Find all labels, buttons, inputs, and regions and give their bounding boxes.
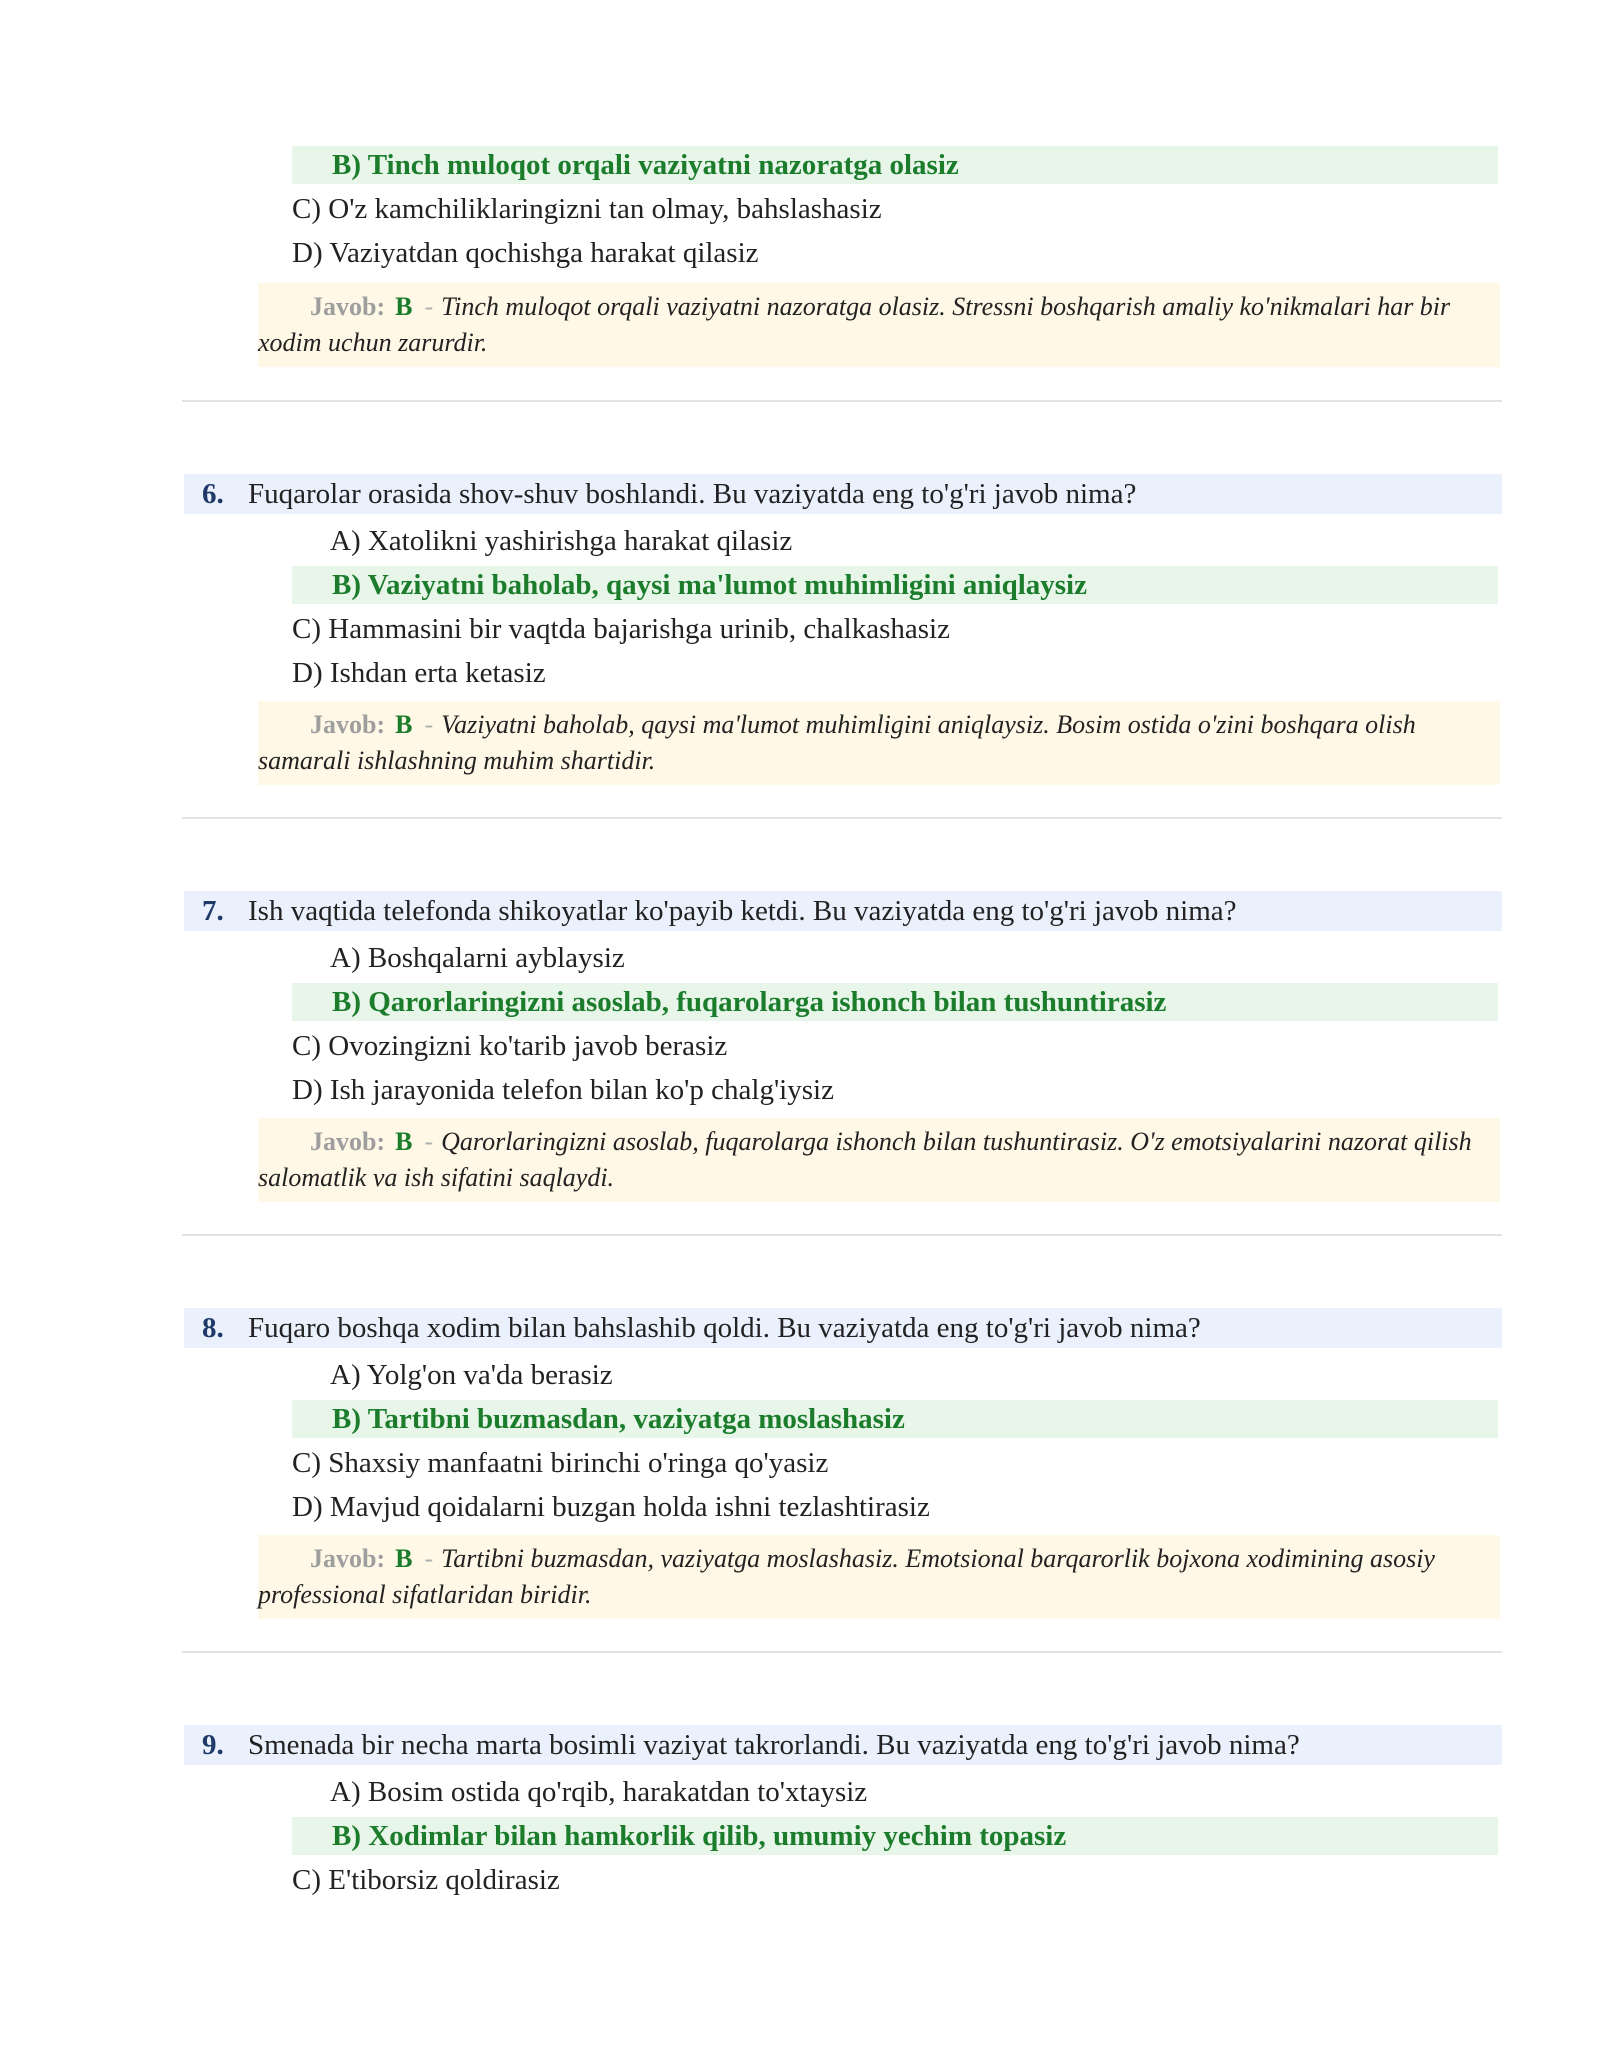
answer-box: [258, 283, 1500, 367]
answer-dash: -: [424, 1127, 434, 1156]
option-b-correct: B) Vaziyatni baholab, qaysi ma'lumot muhimligini aniqlaysiz: [292, 566, 1498, 604]
option-b-correct: B) Xodimlar bilan hamkorlik qilib, umumiy yechim topasiz: [292, 1817, 1498, 1855]
question-number: 7.: [202, 895, 224, 927]
question-header: [184, 1725, 1502, 1765]
option-d: D) Mavjud qoidalarni buzgan holda ishni tezlashtirasiz: [292, 1491, 930, 1523]
option-b-correct: B) Tartibni buzmasdan, vaziyatga moslashasiz: [292, 1400, 1498, 1438]
divider: [182, 1234, 1502, 1236]
divider: [182, 817, 1502, 819]
question-text: Smenada bir necha marta bosimli vaziyat takrorlandi. Bu vaziyatda eng to'g'ri javob nima?: [248, 1729, 1300, 1761]
answer-letter: B: [395, 292, 413, 321]
answer-label: Javob:: [310, 1544, 386, 1573]
question-text: Fuqarolar orasida shov-shuv boshlandi. Bu vaziyatda eng to'g'ri javob nima?: [248, 478, 1137, 510]
option-c: C) Shaxsiy manfaatni birinchi o'ringa qo'yasiz: [292, 1447, 829, 1479]
answer-explanation: Qarorlaringizni asoslab, fuqarolarga ishonch bilan tushuntirasiz. O'z emotsiyalarini nazorat qilish salomatlik va ish sifatini saqlaydi.: [258, 1127, 1472, 1192]
option-c: C) E'tiborsiz qoldirasiz: [292, 1864, 560, 1896]
divider: [182, 1651, 1502, 1653]
answer-dash: -: [424, 1544, 434, 1573]
question-number: 8.: [202, 1312, 224, 1344]
option-a: A) Xatolikni yashirishga harakat qilasiz: [330, 525, 793, 557]
answer-dash: -: [424, 710, 434, 739]
answer-label: Javob:: [310, 292, 386, 321]
answer-box: [258, 701, 1500, 785]
option-b-correct: B) Qarorlaringizni asoslab, fuqarolarga ishonch bilan tushuntirasiz: [292, 983, 1498, 1021]
answer-label: Javob:: [310, 1127, 386, 1156]
question-number: 9.: [202, 1729, 224, 1761]
answer-letter: B: [395, 1127, 413, 1156]
answer-label: Javob:: [310, 710, 386, 739]
option-c: C) O'z kamchiliklaringizni tan olmay, bahslashasiz: [292, 193, 882, 225]
answer-explanation: Tartibni buzmasdan, vaziyatga moslashasiz. Emotsional barqarorlik bojxona xodimining asosiy professional sifatlaridan biridir.: [258, 1544, 1435, 1609]
option-d: D) Ish jarayonida telefon bilan ko'p chalg'iysiz: [292, 1074, 834, 1106]
option-d: D) Ishdan erta ketasiz: [292, 657, 546, 689]
question-text: Fuqaro boshqa xodim bilan bahslashib qoldi. Bu vaziyatda eng to'g'ri javob nima?: [248, 1312, 1201, 1344]
option-a: A) Boshqalarni ayblaysiz: [330, 942, 625, 974]
answer-explanation: Tinch muloqot orqali vaziyatni nazoratga olasiz. Stressni boshqarish amaliy ko'nikmalari har bir xodim uchun zarurdir.: [258, 292, 1451, 357]
question-header: [184, 474, 1502, 514]
answer-box: [258, 1535, 1500, 1619]
answer-explanation: Vaziyatni baholab, qaysi ma'lumot muhimligini aniqlaysiz. Bosim ostida o'zini boshqara olish samarali ishlashning muhim shartidir.: [258, 710, 1416, 775]
option-a: A) Yolg'on va'da berasiz: [330, 1359, 613, 1391]
question-text: Ish vaqtida telefonda shikoyatlar ko'payib ketdi. Bu vaziyatda eng to'g'ri javob nima?: [248, 895, 1237, 927]
option-c: C) Hammasini bir vaqtda bajarishga urinib, chalkashasiz: [292, 613, 950, 645]
question-number: 6.: [202, 478, 224, 510]
question-header: [184, 891, 1502, 931]
question-header: [184, 1308, 1502, 1348]
option-a: A) Bosim ostida qo'rqib, harakatdan to'xtaysiz: [330, 1776, 868, 1808]
option-b-correct: B) Tinch muloqot orqali vaziyatni nazoratga olasiz: [292, 146, 1498, 184]
option-d: D) Vaziyatdan qochishga harakat qilasiz: [292, 237, 759, 269]
answer-box: [258, 1118, 1500, 1202]
divider: [182, 400, 1502, 402]
option-c: C) Ovozingizni ko'tarib javob berasiz: [292, 1030, 728, 1062]
answer-letter: B: [395, 1544, 413, 1573]
answer-letter: B: [395, 710, 413, 739]
answer-dash: -: [424, 292, 434, 321]
